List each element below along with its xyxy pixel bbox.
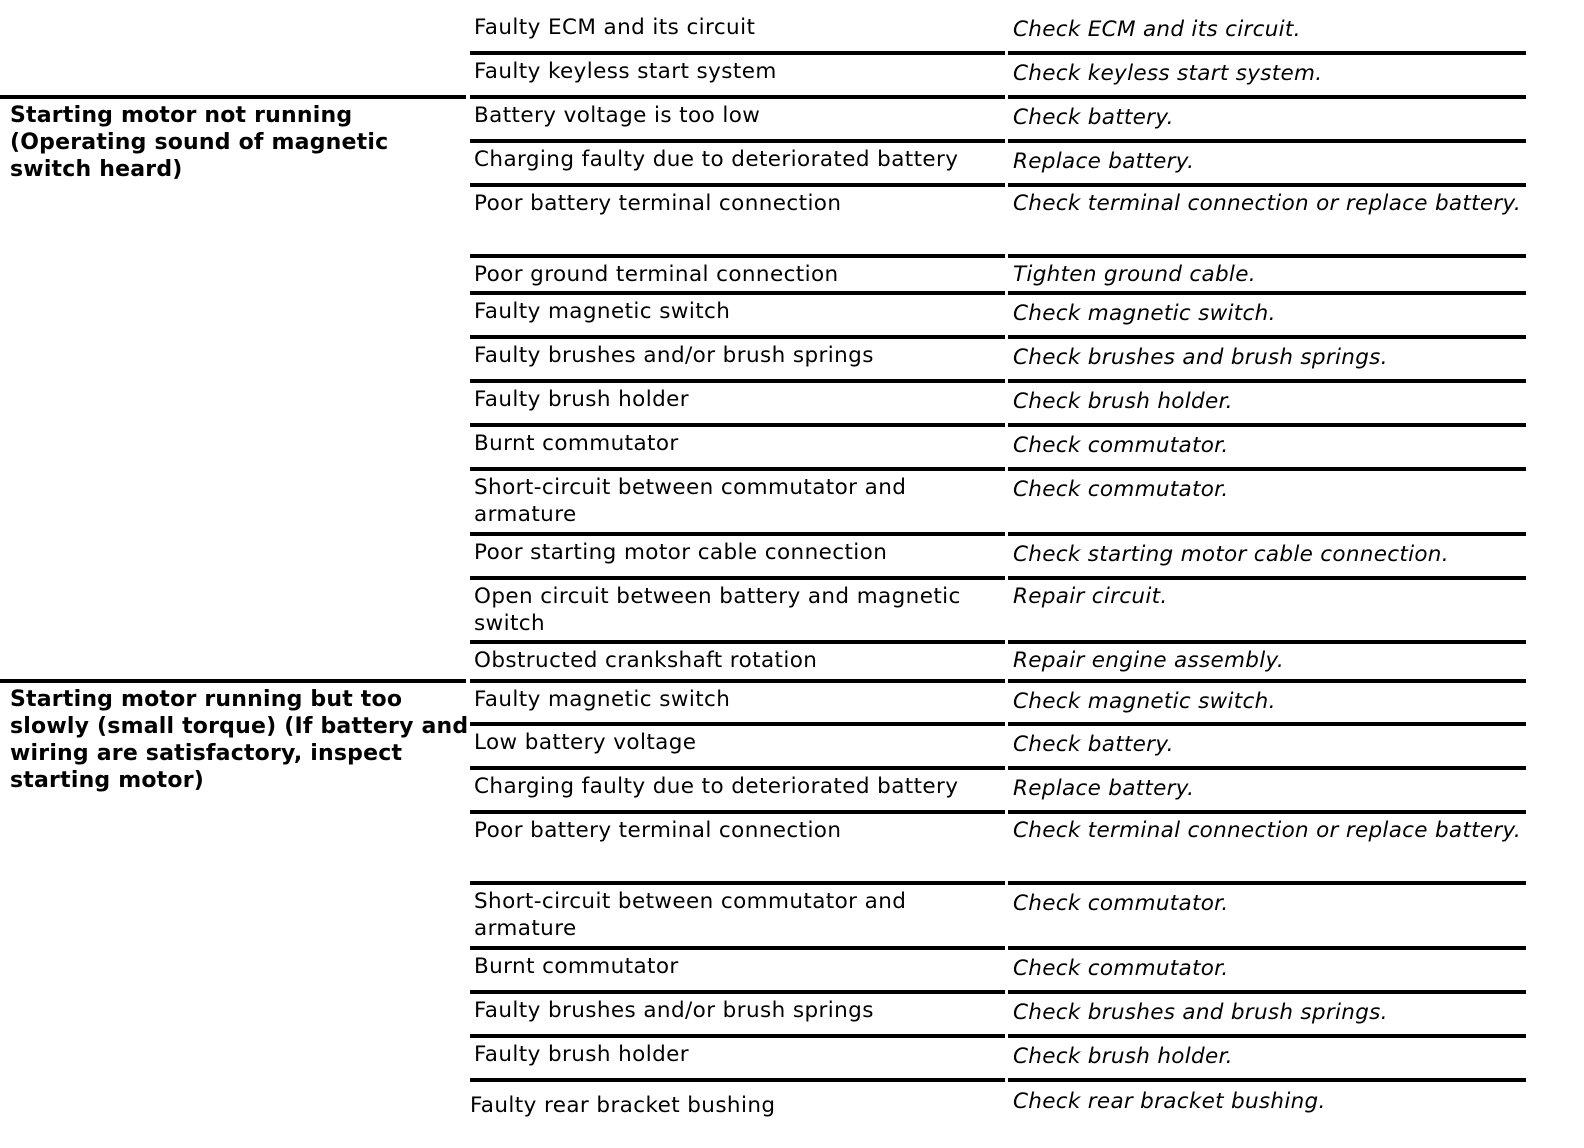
row-divider <box>1008 766 1526 770</box>
row-divider <box>1008 810 1526 814</box>
row-divider <box>470 766 1005 770</box>
remedy-cell: Check keyless start system. <box>1013 61 1323 86</box>
row-divider <box>470 679 1005 683</box>
cause-cell: Burnt commutator <box>474 954 679 979</box>
row-divider <box>470 990 1005 994</box>
remedy-cell: Check commutator. <box>1013 477 1229 502</box>
cause-cell: Faulty brush holder <box>474 1042 689 1067</box>
remedy-cell: Check terminal connection or replace battery. <box>1013 191 1521 216</box>
cause-cell: Faulty ECM and its circuit <box>474 15 756 40</box>
remedy-cell: Check brushes and brush springs. <box>1013 1000 1388 1025</box>
cause-cell: Poor battery terminal connection <box>474 191 842 216</box>
remedy-cell: Check rear bracket bushing. <box>1013 1089 1326 1114</box>
row-divider <box>1008 254 1526 258</box>
remedy-cell: Check ECM and its circuit. <box>1013 17 1301 42</box>
row-divider <box>1008 139 1526 143</box>
row-divider <box>470 1034 1005 1038</box>
row-divider <box>470 467 1005 471</box>
remedy-cell: Check battery. <box>1013 732 1174 757</box>
row-divider <box>470 183 1005 187</box>
row-divider <box>470 139 1005 143</box>
cause-cell: Poor starting motor cable connection <box>474 540 888 565</box>
row-divider <box>1008 722 1526 726</box>
remedy-cell: Repair engine assembly. <box>1013 648 1284 673</box>
row-divider <box>1008 51 1526 55</box>
row-divider <box>1008 1078 1526 1082</box>
remedy-cell: Repair circuit. <box>1013 584 1168 609</box>
row-divider <box>470 423 1005 427</box>
cause-cell: Low battery voltage <box>474 730 697 755</box>
cause-cell: Faulty magnetic switch <box>474 687 731 712</box>
remedy-cell: Replace battery. <box>1013 776 1195 801</box>
cause-cell: Faulty brushes and/or brush springs <box>474 998 874 1023</box>
row-divider <box>470 379 1005 383</box>
symptom-cell: Starting motor not running (Operating sound of magnetic switch heard) <box>10 103 389 182</box>
remedy-cell: Replace battery. <box>1013 149 1195 174</box>
row-divider <box>470 291 1005 295</box>
row-divider <box>1008 1034 1526 1038</box>
row-divider <box>1008 379 1526 383</box>
row-divider <box>470 576 1005 580</box>
row-divider <box>470 810 1005 814</box>
remedy-cell: Tighten ground cable. <box>1013 262 1256 287</box>
cause-cell: Obstructed crankshaft rotation <box>474 648 818 673</box>
cause-cell: Poor ground terminal connection <box>474 262 839 287</box>
row-divider <box>1008 679 1526 683</box>
remedy-cell: Check magnetic switch. <box>1013 301 1276 326</box>
cause-cell: Open circuit between battery and magnetic switch <box>474 584 961 636</box>
row-divider <box>1008 335 1526 339</box>
cause-cell: Faulty rear bracket bushing <box>470 1093 776 1118</box>
cause-cell: Faulty brushes and/or brush springs <box>474 343 874 368</box>
cause-cell: Faulty brush holder <box>474 387 689 412</box>
symptom-divider <box>0 95 466 99</box>
remedy-cell: Check brush holder. <box>1013 389 1233 414</box>
row-divider <box>470 881 1005 885</box>
remedy-cell: Check magnetic switch. <box>1013 689 1276 714</box>
cause-cell: Charging faulty due to deteriorated battery <box>474 774 959 799</box>
row-divider <box>470 335 1005 339</box>
remedy-cell: Check commutator. <box>1013 433 1229 458</box>
remedy-cell: Check brushes and brush springs. <box>1013 345 1388 370</box>
cause-cell: Battery voltage is too low <box>474 103 761 128</box>
cause-cell: Faulty magnetic switch <box>474 299 731 324</box>
remedy-cell: Check starting motor cable connection. <box>1013 542 1449 567</box>
row-divider <box>1008 881 1526 885</box>
remedy-cell: Check brush holder. <box>1013 1044 1233 1069</box>
row-divider <box>470 532 1005 536</box>
row-divider <box>1008 640 1526 644</box>
row-divider <box>470 722 1005 726</box>
row-divider <box>1008 95 1526 99</box>
row-divider <box>470 51 1005 55</box>
row-divider <box>470 95 1005 99</box>
row-divider <box>470 254 1005 258</box>
row-divider <box>1008 423 1526 427</box>
row-divider <box>1008 467 1526 471</box>
symptom-cell: Starting motor running but too slowly (small torque) (If battery and wiring are satisfactory, inspect starting motor) <box>10 687 469 793</box>
cause-cell: Faulty keyless start system <box>474 59 777 84</box>
row-divider <box>470 640 1005 644</box>
cause-cell: Charging faulty due to deteriorated battery <box>474 147 959 172</box>
remedy-cell: Check terminal connection or replace battery. <box>1013 818 1521 843</box>
cause-cell: Short-circuit between commutator and armature <box>474 475 907 527</box>
symptom-divider <box>0 679 466 683</box>
cause-cell: Burnt commutator <box>474 431 679 456</box>
row-divider <box>1008 946 1526 950</box>
row-divider <box>470 1078 1005 1082</box>
row-divider <box>470 946 1005 950</box>
row-divider <box>1008 990 1526 994</box>
cause-cell: Poor battery terminal connection <box>474 818 842 843</box>
cause-cell: Short-circuit between commutator and armature <box>474 889 907 941</box>
row-divider <box>1008 291 1526 295</box>
row-divider <box>1008 532 1526 536</box>
remedy-cell: Check commutator. <box>1013 956 1229 981</box>
remedy-cell: Check commutator. <box>1013 891 1229 916</box>
row-divider <box>1008 576 1526 580</box>
remedy-cell: Check battery. <box>1013 105 1174 130</box>
row-divider <box>1008 183 1526 187</box>
